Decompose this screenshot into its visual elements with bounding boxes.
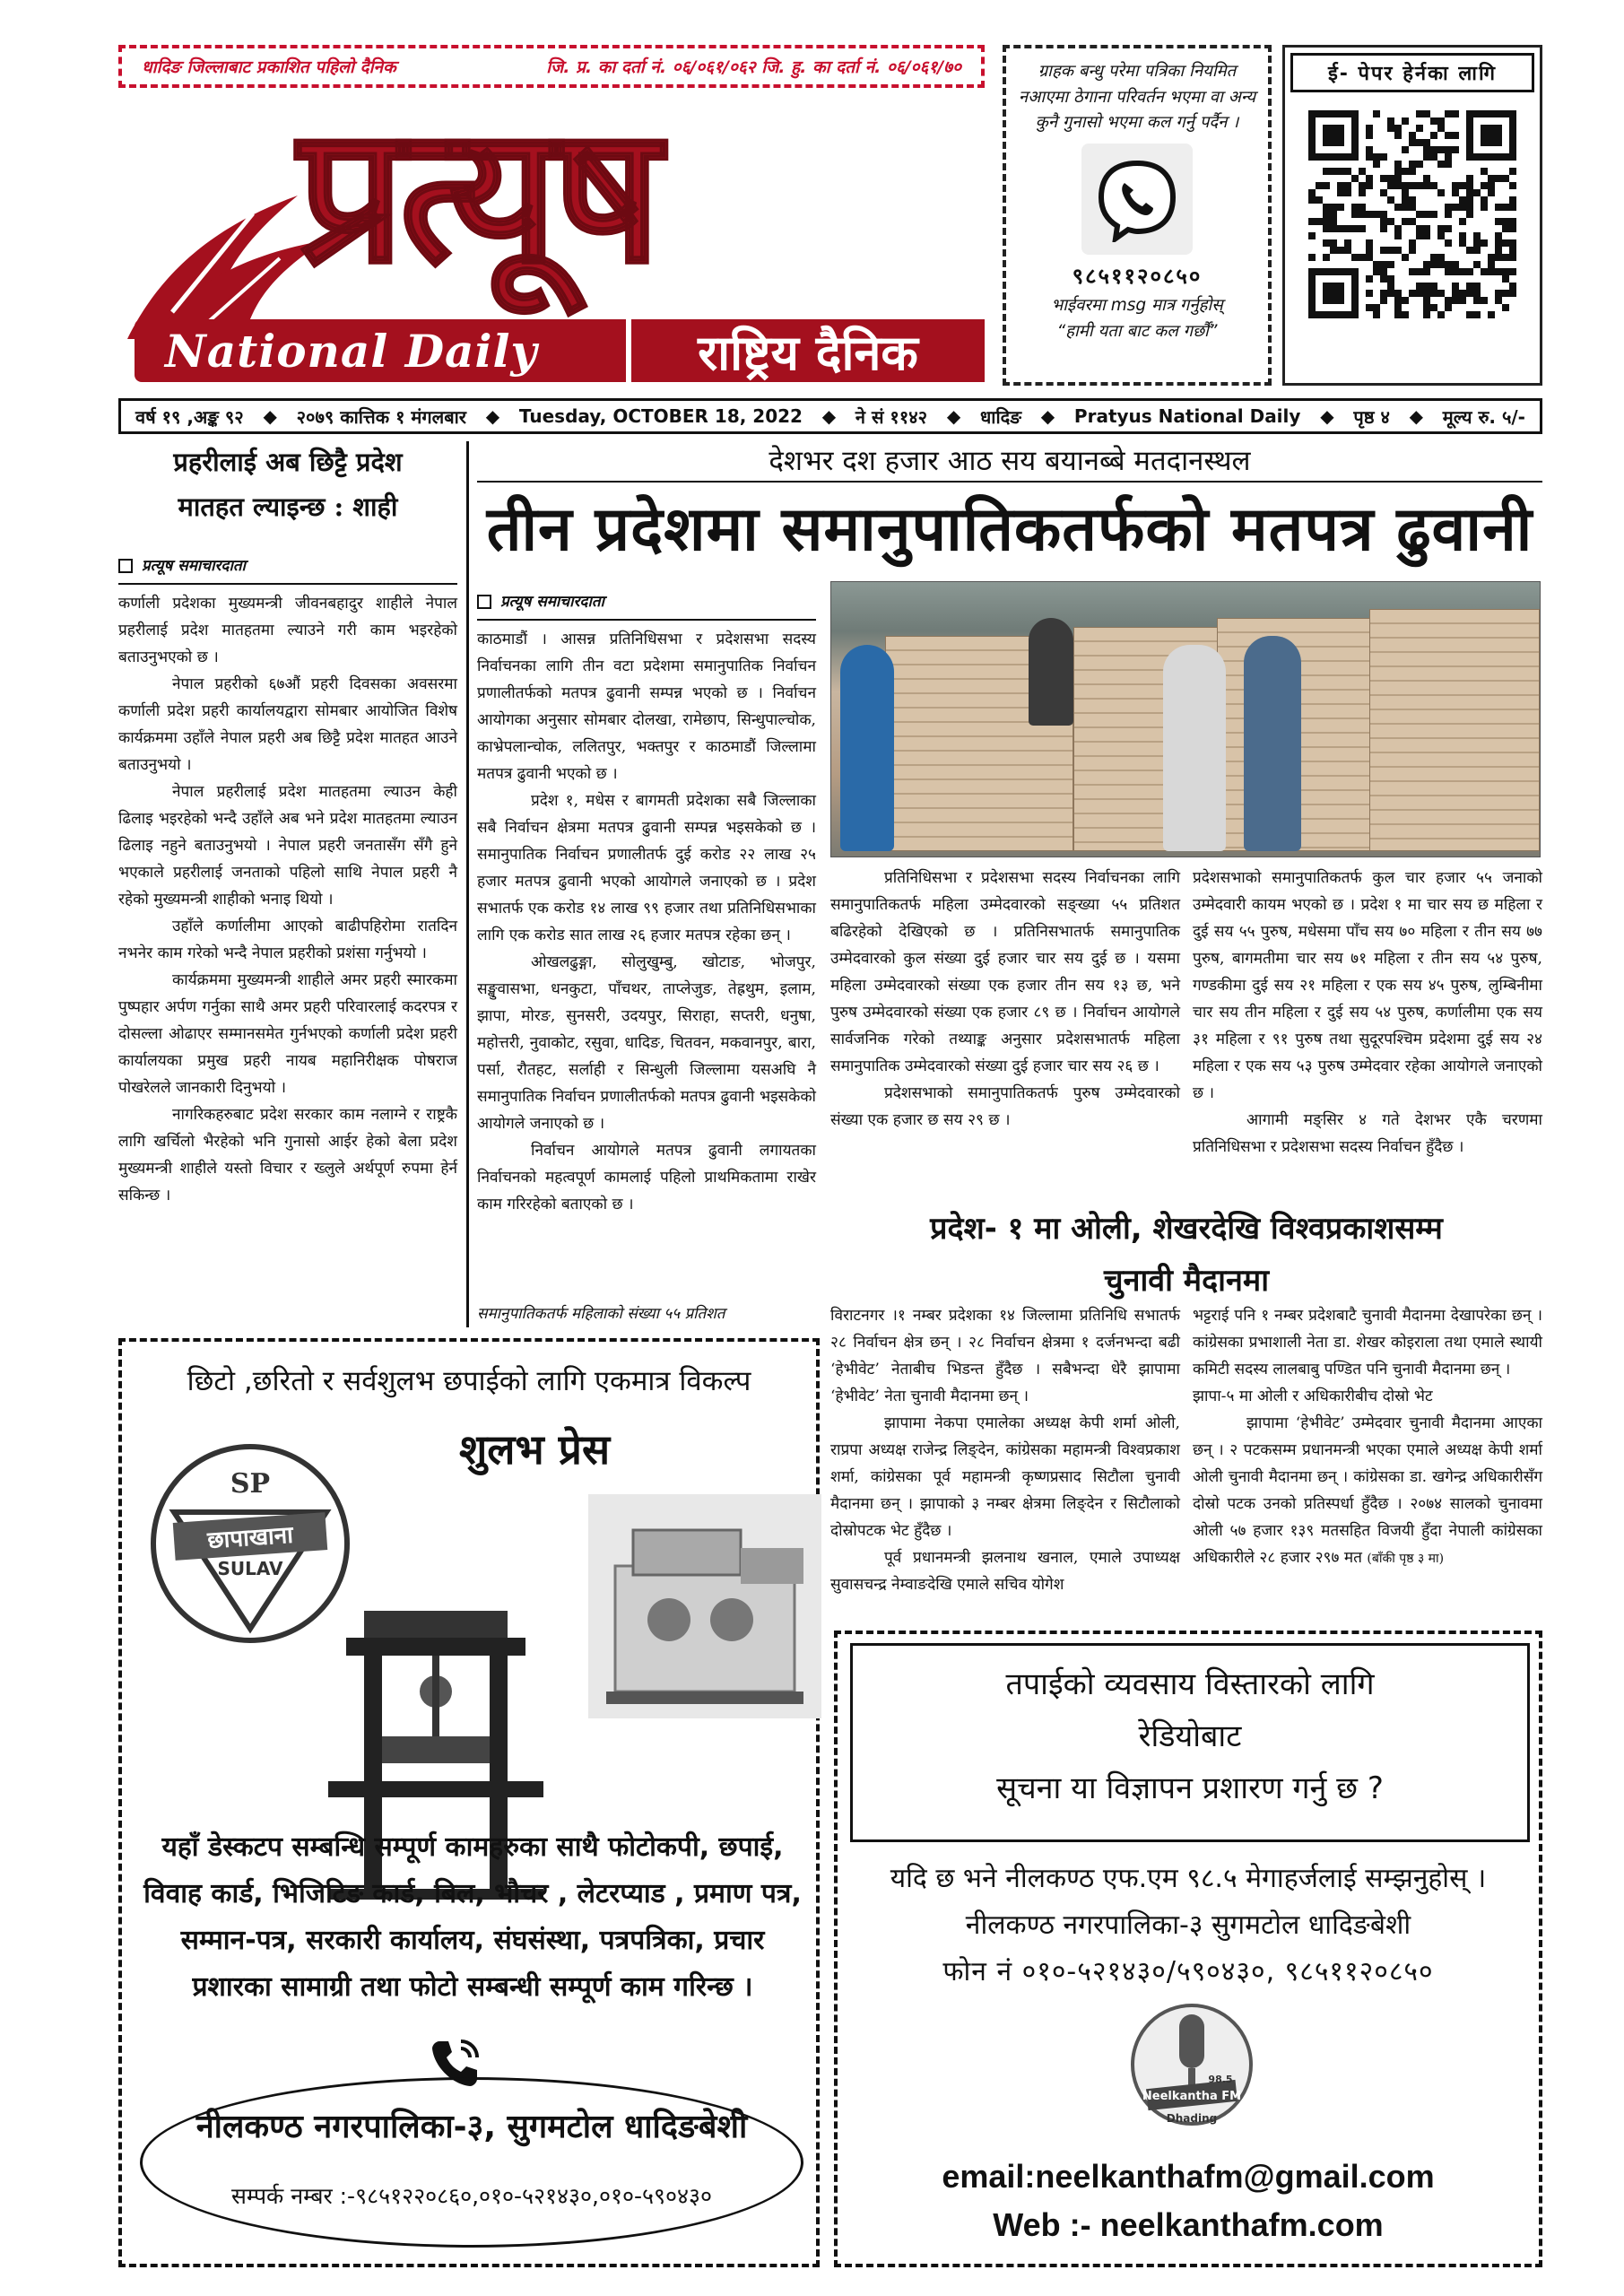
subheading: झापा-५ मा ओली र अधिकारीबीच दोस्रो भेट — [1193, 1387, 1433, 1405]
byline-text: प्रत्यूष समाचारदाता — [142, 557, 246, 575]
volume: वर्ष १९ ,अङ्क ९२ — [135, 405, 244, 428]
paragraph: प्रदेशसभाको समानुपातिकतर्फ पुरुष उम्मेदवारको संख्या एक हजार छ सय २९ छ । — [830, 1084, 1180, 1129]
diamond-icon: ◆ — [263, 405, 277, 427]
viber-quote: “हामी यता बाट कल गर्छौं” — [1056, 321, 1218, 341]
press-services-text: यहाँ डेस्कटप सम्बन्धि सम्पूर्ण कामहरुका साथै फोटोकपी, छपाई, विवाह कार्ड, भिजिटिङ कार्ड, बिल, भौचर , लेटरप्याड , प्रमाण पत्र, सम्मान-पत्र, सरकारी कार्यालय, संघसंस्था, पत्रपत्रिका, प्रचार प्रशारका सामाग्री तथा फोटो सम्बन्धी सम्पूर्ण काम गरिन्छ । — [143, 1831, 802, 2003]
diamond-icon: ◆ — [1040, 405, 1055, 427]
column-divider — [466, 441, 469, 1327]
fm-box-line: सूचना या विज्ञापन प्रशारण गर्नु छ ? — [996, 1770, 1384, 1806]
diamond-icon: ◆ — [821, 405, 837, 427]
price: मूल्य रु. ५/- — [1442, 405, 1525, 428]
main-story-column — [477, 588, 816, 1324]
epaper-label: ई- पेपर हेर्नका लागि — [1290, 53, 1534, 92]
logo-english-band: National Daily — [135, 319, 626, 382]
press-logo-sub: SULAV — [217, 1558, 283, 1579]
viber-note: भाईवरमा msg मात्र गर्नुहोस् — [1051, 296, 1223, 316]
main-story-kicker: देशभर दश हजार आठ सय बयानब्बे मतदानस्थल — [477, 441, 1542, 483]
paragraph: नेपाल प्रहरीको ६७औं प्रहरी दिवसका अवसरमा कर्णाली प्रदेश प्रहरी कार्यालयद्वारा सोमबार आयोजित विशेष कार्यक्रममा उहाँले नेपाल प्रहरी अब छिट्टै प्रदेश मातहत आउने बताउनुभयो । — [118, 675, 457, 774]
paragraph: कर्णाली प्रदेशका मुख्यमन्त्री जीवनबहादुर शाहीले नेपाल प्रहरीलाई प्रदेश मातहतमा ल्याउने गरी काम भइरहेको बताउनुभएको छ । — [118, 595, 457, 666]
press-tagline: छिटो ,छरितो र सर्वशुलभ छपाईको लागि एकमात्र विकल्प — [187, 1365, 751, 1397]
paragraph — [1193, 1410, 1542, 1572]
paragraph: नेपाल प्रहरीलाई प्रदेश मातहतमा ल्याउन केही ढिलाइ भइरहेको भन्दै उहाँले अब भने प्रदेश मातहतमा ल्याउन ढिलाइ नहुने बताउनुभयो । नेपाल प्रहरी जनतासँग सँगै हुने भएकाले प्रहरीलाई जनताको पहिलो साथि नेपाल प्रहरी नै रहेको मुख्यमन्त्री शाहीको भनाइ थियो । — [118, 783, 457, 909]
paragraph: कार्यक्रममा मुख्यमन्त्री शाहीले अमर प्रहरी स्मारकमा पुष्पहार अर्पण गर्नुका साथै अमर प्रहरी परिवारलाई कदरपत्र र दोसल्ला ओढाएर सम्मानसमेत गुर्नभएको कर्णाली प्रदेश प्रहरी कार्यालयका प्रमुख प्रहरी नायब महानिरीक्षक पोषराज पोखरेलले जानकारी दिनुभयो । — [118, 971, 457, 1097]
byline-text: प्रत्यूष समाचारदाता — [500, 593, 604, 611]
press-logo-initials: SP — [230, 1468, 271, 1500]
main-story-headline: तीन प्रदेशमा समानुपातिकतर्फको मतपत्र ढुवानी — [486, 494, 1533, 565]
press-contact: सम्पर्क नम्बर :-९८५१२२०८६०,०१०-५२१४३०,०१०-५९०४३० — [230, 2183, 713, 2209]
press-name: शुलभ प्रेस — [458, 1425, 611, 1474]
main-story-subcaption: समानुपातिकतर्फ महिलाको संख्या ५५ प्रतिशत — [477, 1305, 725, 1323]
subscriber-notice-box — [1003, 45, 1272, 386]
viber-icon — [1081, 144, 1193, 255]
paragraph: नागरिकहरुबाट प्रदेश सरकार काम नलाग्ने र राष्ट्रकै लागि खर्चिलो भैरहेको भनि गुनासो आईर हेको बेला प्रदेश मुख्यमन्त्री शाहीले यस्तो विचार र ख्लुले अर्थपूर्ण रुपमा हेर्न सकिन्छ । — [118, 1106, 457, 1205]
main-story-byline — [477, 588, 816, 621]
fm-web-link[interactable]: Web :- neelkanthafm.com — [993, 2206, 1384, 2243]
diamond-icon: ◆ — [1409, 405, 1424, 427]
paragraph: आगामी मङ्सिर ४ गते देशभर एकै चरणमा प्रतिनिधिसभा र प्रदेशसभा सदस्य निर्वाचन हुँदैछ । — [1193, 1111, 1542, 1156]
paragraph: प्रतिनिधिसभा र प्रदेशसभा सदस्य निर्वाचनका लागि समानुपातिकतर्फ महिला उम्मेदवारको सङ्ख्या ५५ प्रतिशत बढिरहेको देखिएको छ । प्रतिनिसभातर्फ समानुपातिक उम्मेदवारको कुल संख्या दुई हजार चार सय दुई छ । यसमा महिला उम्मेदवारको संख्या एक हजार तीन सय १३ छ, भने पुरुष उम्मेदवारको संख्या एक हजार ८९ छ । निर्वाचन आयोगले सार्वजनिक गरेको तथ्याङ्क अनुसार प्रदेशसभातर्फ महिला समानुपातिक उम्मेदवारको संख्या दुई हजार चार सय २६ छ । — [830, 869, 1180, 1075]
sub-story-column-a — [830, 1302, 1180, 1643]
fm-box-line: रेडियोबाट — [1138, 1718, 1242, 1754]
place: धादिङ — [979, 405, 1021, 428]
paragraph: पूर्व प्रधानमन्त्री झलनाथ खनाल, एमाले उपाध्यक्ष सुवासचन्द्र नेम्वाङदेखि एमाले सचिव योगेश — [830, 1549, 1180, 1594]
registration-left: धादिङ जिल्लाबाट प्रकाशित पहिलो दैनिक — [142, 57, 396, 77]
sub-story-column-b — [1193, 1302, 1542, 1643]
press-logo-text: छापाखाना — [173, 1512, 328, 1561]
sub-story-headline-1: प्रदेश- १ मा ओली, शेखरदेखि विश्वप्रकाशसम्म — [930, 1211, 1443, 1247]
fm-promo-box — [850, 1643, 1530, 1842]
diamond-icon: ◆ — [946, 405, 961, 427]
left-story-byline — [118, 552, 457, 585]
photo-story-column-b — [1193, 865, 1542, 1205]
paper-name: Pratyus National Daily — [1073, 405, 1301, 427]
notice-text: ग्राहक बन्धु परेमा पत्रिका नियमित नआएमा ठेगाना परिवर्तन भएमा वा अन्य कुनै गुनासो भएमा कल गर्नु पर्दैन । — [1018, 62, 1256, 133]
microphone-logo-icon — [1120, 2002, 1264, 2136]
fm-line: यदि छ भने नीलकण्ठ एफ.एम ९८.५ मेगाहर्जलाई सम्झनुहोस् । — [890, 1863, 1487, 1894]
checkbox-square-icon — [477, 595, 491, 609]
date-nepali: २०७९ कात्तिक १ मंगलबार — [296, 405, 466, 428]
left-story-headline-1: प्रहरीलाई अब छिट्टै प्रदेश — [173, 447, 403, 477]
nepal-sambat: ने सं ११४२ — [855, 405, 928, 428]
paragraph: प्रदेशसभाको समानुपातिकतर्फ कुल चार हजार ५५ जनाको उम्मेदवारी कायम भएको छ । प्रदेश १ मा चार सय छ महिला र दुई सय ५५ पुरुष, मधेसमा पाँच सय ७० महिला र तीन सय ७७ पुरुष, बागमतीमा चार सय ७१ महिला र तीन सय ५४ पुरुष, गण्डकीमा दुई सय २१ महिला र एक सय ४५ पुरुष, लुम्बिनीमा चार सय तीन महिला र दुई सय ५४ पुरुष, कर्णालीमा एक सय ३१ महिला र ९१ पुरुष तथा सुदूरपश्चिम प्रदेशमा दुई सय २४ महिला र एक सय ५३ पुरुष उम्मेदवार रहेका आयोगले जनाएको छ । — [1193, 869, 1543, 1102]
fm-logo-freq: 98.5 — [1208, 2074, 1233, 2085]
checkbox-square-icon — [118, 559, 133, 573]
fm-address: नीलकण्ठ नगरपालिका-३ सुगमटोल धादिङबेशी — [965, 1909, 1411, 1941]
paragraph-text: झापामा ‘हेभीवेट’ उम्मेदवार चुनावी मैदानमा आएका छन् । २ पटकसम्म प्रधानमन्त्री भएका एमाले अध्यक्ष केपी शर्मा ओली चुनावी मैदानमा छन् । कांग्रेसका डा. खगेन्द्र अधिकारीसँग दोस्रो पटक उनको प्रतिस्पर्धा हुँदैछ । २०७४ सालको चुनावमा ओली ५७ हजार १३९ मतसहित विजयी हुँदा नेपाली कांग्रेसका अधिकारीले २८ हजार २९७ मत — [1193, 1414, 1542, 1567]
viber-number: ९८५११२०८५० — [1072, 264, 1203, 290]
fm-logo-place: Dhading — [1166, 2112, 1218, 2125]
logo-tagline-band: राष्ट्रिय दैनिक — [631, 319, 985, 382]
continued-note: (बाँकी पृष्ठ ३ मा) — [1367, 1552, 1445, 1566]
left-story — [118, 439, 457, 1336]
paragraph: उहाँले कर्णालीमा आएको बाढीपहिरोमा रातदिन नभनेर काम गरेको भन्दै नेपाल प्रहरीको प्रशंसा गर्नुभयो । — [118, 918, 457, 962]
left-story-headline-2: मातहत ल्याइन्छ : शाही — [178, 491, 398, 522]
press-address: नीलकण्ठ नगरपालिका-३, सुगमटोल धादिङबेशी — [195, 2109, 748, 2145]
paragraph: भट्टराई पनि १ नम्बर प्रदेशबाटै चुनावी मैदानमा देखापरेका छन् । कांग्रेसका प्रभाशाली नेता डा. शेखर कोइराला तथा एमाले स्थायी कमिटी सदस्य लालबाबु पण्डित पनि चुनावी मैदानमा छन् । — [1193, 1307, 1542, 1378]
photo-story-column-a — [830, 865, 1180, 1205]
logo-wordmark: प्रत्यूष — [298, 83, 656, 305]
masthead-logo — [118, 83, 985, 386]
fm-box-line: तपाईको व्यवसाय विस्तारको लागि — [1005, 1666, 1375, 1702]
registration-right: जि. प्र. का दर्ता नं. ०६/०६१/०६२ जि. हु. का दर्ता नं. ०६/०६१/७० — [546, 57, 961, 77]
qr-code-icon[interactable] — [1308, 110, 1516, 318]
paragraph: झापामा नेकपा एमालेका अध्यक्ष केपी शर्मा ओली, राप्रपा अध्यक्ष राजेन्द्र लिङ्देन, कांग्रेसका महामन्त्री विश्वप्रकाश शर्मा, कांग्रेसका पूर्व महामन्त्री कृष्णप्रसाद सिटौला चुनावी मैदानमा छन् । झापाको ३ नम्बर क्षेत्रमा लिङ्देन र सिटौलाको दोस्रोपटक भेट हुँदैछ । — [830, 1414, 1180, 1540]
paragraph: काठमाडौं । आसन्न प्रतिनिधिसभा र प्रदेशसभा सदस्य निर्वाचनका लागि तीन वटा प्रदेशमा समानुपातिक निर्वाचन प्रणालीतर्फको मतपत्र ढुवानी सम्पन्न भएको छ । निर्वाचन आयोगका अनुसार सोमबार दोलखा, रामेछाप, सिन्धुपाल्चोक, काभ्रेपलान्चोक, ललितपुर, भक्तपुर र काठमाडौं जिल्लामा मतपत्र ढुवानी भएको छ । — [477, 631, 816, 783]
fm-phone: फोन नं ०१०-५२१४३०/५९०४३०, ९८५११२०८५० — [942, 1956, 1434, 1987]
dateline-bar — [118, 398, 1542, 434]
registration-strip — [118, 45, 985, 88]
sub-story-headline-2: चुनावी मैदानमा — [1103, 1263, 1269, 1299]
date-english: Tuesday, OCTOBER 18, 2022 — [518, 405, 803, 427]
paragraph: विराटनगर ।१ नम्बर प्रदेशका १४ जिल्लामा प्रतिनिधि सभातर्फ २८ निर्वाचन क्षेत्र छन् । २८ निर्वाचन क्षेत्रमा १ दर्जनभन्दा बढी ‘हेभीवेट’ नेताबीच भिडन्त हुँदैछ । सबैभन्दा धेरै झापामा ‘हेभीवेट’ नेता चुनावी मैदानमा छन् । — [830, 1307, 1180, 1405]
fm-logo-name: Neelkantha FM — [1142, 2090, 1242, 2103]
paragraph: प्रदेश १, मधेस र बागमती प्रदेशका सबै जिल्लाका सबै निर्वाचन क्षेत्रमा मतपत्र ढुवानी सम्पन्न भइसकेको छ । समानुपातिक निर्वाचन प्रणालीतर्फ दुई करोड २२ लाख २५ हजार मतपत्र ढुवानी भएको आयोगले जनाएको छ । प्रदेश सभातर्फ एक करोड १४ लाख ९९ हजार तथा प्रतिनिधिसभाका लागि एक करोड सात लाख २६ हजार मतपत्र रहेका छन् । — [477, 792, 816, 944]
diamond-icon: ◆ — [1320, 405, 1334, 427]
paragraph: ओखलढुङ्गा, सोलुखुम्बु, खोटाङ, भोजपुर, सङ्खुवासभा, धनकुटा, पाँचथर, ताप्लेजुङ, तेह्रथुम, इलाम, झापा, मोरङ, सुनसरी, उदयपुर, सिराहा, सप्तरी, धनुषा, महोत्तरी, नुवाकोट, रसुवा, धादिङ, चितवन, मकवानपुर, बारा, पर्सा, रौतहट, सर्लाही र सिन्धुली जिल्लामा यसअघि नै समानुपातिक निर्वाचन प्रणालीतर्फको मतपत्र ढुवानी भइसकेको आयोगले जनाएको छ । — [477, 953, 816, 1133]
press-advertisement — [118, 1338, 820, 2267]
diamond-icon: ◆ — [485, 405, 500, 427]
ballot-boxes-photo — [830, 581, 1541, 857]
fm-email-link[interactable]: email:neelkanthafm@gmail.com — [942, 2158, 1435, 2195]
offset-press-machine-image — [588, 1494, 821, 1718]
page-number: पृष्ठ ४ — [1353, 405, 1390, 428]
epaper-box — [1282, 45, 1542, 386]
paragraph: निर्वाचन आयोगले मतपत्र ढुवानी लगायतका निर्वाचनको महत्वपूर्ण कामलाई पहिलो प्राथमिकतामा राखेर काम गरिरहेको बताएको छ । — [477, 1142, 816, 1213]
press-address-ellipse — [140, 2077, 803, 2248]
fm-advertisement — [834, 1631, 1542, 2267]
